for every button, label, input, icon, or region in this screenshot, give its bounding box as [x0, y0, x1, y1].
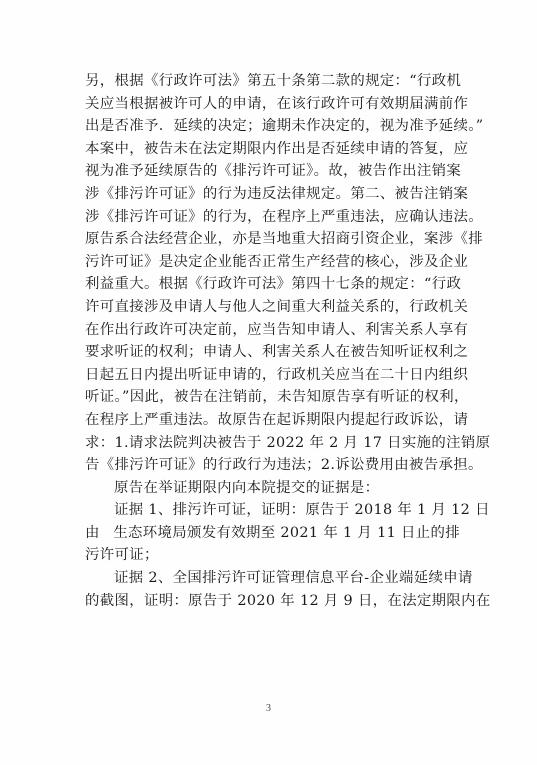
evidence-1-line-3: 污许可证；	[85, 547, 159, 564]
text-line: 求：1.请求法院判决被告于 2022 年 2 月 17 日实施的注销原	[85, 434, 491, 451]
page-number: 3	[266, 703, 271, 714]
text-line: 利益重大。根据《行政许可法》第四十七条的规定：“行政	[85, 276, 462, 293]
text-line: 告《排污许可证》的行政行为违法；2.诉讼费用由被告承担。	[85, 457, 483, 474]
text-line: 本案中，被告未在法定期限内作出是否延续申请的答复，应	[85, 140, 469, 157]
text-line: 视为准予延续原告的《排污许可证》。故，被告作出注销案	[85, 163, 462, 180]
evidence-1-line-1: 证据 1、排污许可证，证明：原告于 2018 年 1 月 12 日	[114, 502, 490, 519]
text-line: 听证。”因此，被告在注销前，未告知原告享有听证的权利，	[85, 389, 469, 406]
text-line: 在程序上严重违法。故原告在起诉期限内提起行政诉讼，请	[85, 411, 469, 428]
text-line: 原告系合法经营企业，亦是当地重大招商引资企业，案涉《排	[85, 231, 483, 248]
text-line: 另，根据《行政许可法》第五十条第二款的规定：“行政机	[85, 73, 462, 89]
text-line: 污许可证》是决定企业能否正常生产经营的核心，涉及企业	[85, 253, 469, 270]
text-line: 日起五日内提出听证申请的，行政机关应当在二十日内组织	[85, 366, 469, 383]
evidence-1-line-2	[85, 522, 460, 545]
text-line: 在作出行政许可决定前，应当告知申请人、利害关系人享有	[85, 321, 469, 338]
text-line: 涉《排污许可证》的行为违反法律规定。第二、被告注销案	[85, 185, 469, 202]
text-line: 许可直接涉及申请人与他人之间重大利益关系的，行政机关	[85, 298, 469, 315]
evidence-2-line-1: 证据 2、全国排污许可证管理信息平台-企业端延续申请	[114, 570, 473, 587]
text-line: 出是否准予．延续的决定；逾期未作决定的，视为准予延续。”	[85, 118, 484, 135]
text-line: 关应当根据被许可人的申请，在该行政许可有效期届满前作	[85, 95, 469, 112]
text-line: 涉《排污许可证》的行为，在程序上严重违法，应确认违法。	[85, 208, 483, 225]
document-body	[85, 70, 491, 612]
evidence-intro: 原告在举证期限内向本院提交的证据是：	[114, 479, 380, 496]
text-line: 要求听证的权利；申请人、利害关系人在被告知听证权利之	[85, 344, 469, 361]
evidence-1-issuer: 生态环境局颁发有效期至 2021 年 1 月 11 日止的排	[113, 524, 460, 541]
evidence-1-prefix: 由	[85, 524, 100, 541]
evidence-2-line-2: 的截图，证明：原告于 2020 年 12 月 9 日，在法定期限内在	[85, 592, 491, 609]
